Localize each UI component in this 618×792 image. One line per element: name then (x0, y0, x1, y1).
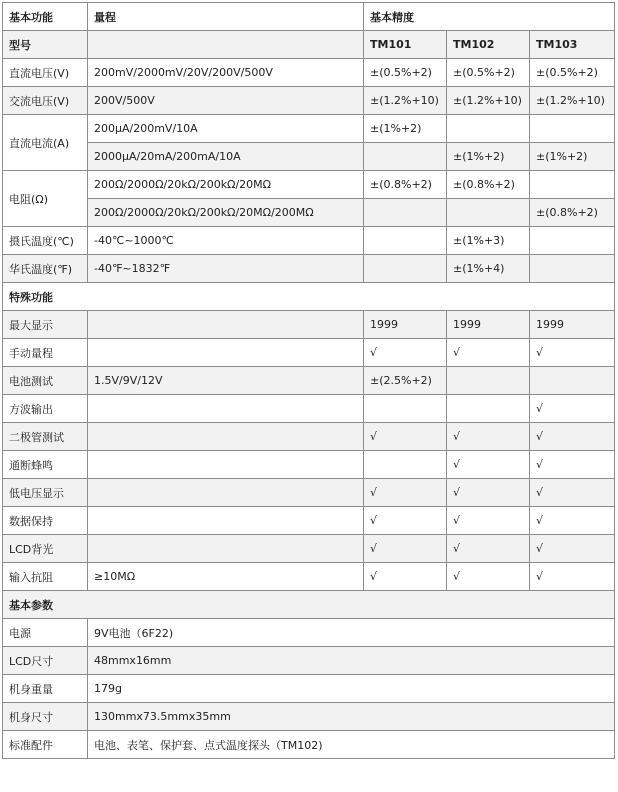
battery-test-tm102 (447, 367, 530, 395)
params-section-label: 基本参数 (3, 591, 615, 619)
diode-test-tm101: √ (364, 423, 447, 451)
max-display-range (88, 311, 364, 339)
dca-range2: 2000μA/20mA/200mA/10A (88, 143, 364, 171)
row-acv (3, 87, 615, 115)
continuity-tm102: √ (447, 451, 530, 479)
diode-test-tm103: √ (530, 423, 615, 451)
max-display-name: 最大显示 (3, 311, 88, 339)
dca-range2-tm103: ±(1%+2) (530, 143, 615, 171)
body-size-value: 130mmx73.5mmx35mm (88, 703, 615, 731)
square-wave-tm102 (447, 395, 530, 423)
dcv-tm102: ±(0.5%+2) (447, 59, 530, 87)
header-function: 基本功能 (3, 3, 88, 31)
row-diode-test (3, 423, 615, 451)
row-square-wave (3, 395, 615, 423)
lcd-backlight-tm103: √ (530, 535, 615, 563)
dca-range2-tm102: ±(1%+2) (447, 143, 530, 171)
row-lcd-size (3, 647, 615, 675)
row-weight (3, 675, 615, 703)
weight-name: 机身重量 (3, 675, 88, 703)
lcd-backlight-range (88, 535, 364, 563)
model-row (3, 31, 615, 59)
tempc-tm101 (364, 227, 447, 255)
res-range1-tm101: ±(0.8%+2) (364, 171, 447, 199)
data-hold-tm102: √ (447, 507, 530, 535)
tempf-tm101 (364, 255, 447, 283)
tempc-tm102: ±(1%+3) (447, 227, 530, 255)
continuity-name: 通断蜂鸣 (3, 451, 88, 479)
input-impedance-tm103: √ (530, 563, 615, 591)
data-hold-tm103: √ (530, 507, 615, 535)
dca-name: 直流电流(A) (3, 115, 88, 171)
power-name: 电源 (3, 619, 88, 647)
diode-test-name: 二极管测试 (3, 423, 88, 451)
dcv-tm101: ±(0.5%+2) (364, 59, 447, 87)
tempc-range: -40℃~1000℃ (88, 227, 364, 255)
weight-value: 179g (88, 675, 615, 703)
data-hold-range (88, 507, 364, 535)
res-range1-tm103 (530, 171, 615, 199)
header-row (3, 3, 615, 31)
manual-range-name: 手动量程 (3, 339, 88, 367)
continuity-tm103: √ (530, 451, 615, 479)
max-display-tm103: 1999 (530, 311, 615, 339)
row-lcd-backlight (3, 535, 615, 563)
res-range1: 200Ω/2000Ω/20kΩ/200kΩ/20MΩ (88, 171, 364, 199)
lcd-size-name: LCD尺寸 (3, 647, 88, 675)
power-value: 9V电池（6F22) (88, 619, 615, 647)
low-battery-tm101: √ (364, 479, 447, 507)
special-section-label: 特殊功能 (3, 283, 615, 311)
square-wave-tm103: √ (530, 395, 615, 423)
row-power (3, 619, 615, 647)
dca-range1-tm103 (530, 115, 615, 143)
battery-test-name: 电池测试 (3, 367, 88, 395)
res-range1-tm102: ±(0.8%+2) (447, 171, 530, 199)
lcd-backlight-tm102: √ (447, 535, 530, 563)
acv-tm102: ±(1.2%+10) (447, 87, 530, 115)
row-dca-2 (3, 143, 615, 171)
continuity-tm101 (364, 451, 447, 479)
square-wave-tm101 (364, 395, 447, 423)
max-display-tm101: 1999 (364, 311, 447, 339)
res-range2-tm103: ±(0.8%+2) (530, 199, 615, 227)
dca-range1-tm101: ±(1%+2) (364, 115, 447, 143)
special-section-row (3, 283, 615, 311)
row-data-hold (3, 507, 615, 535)
row-accessories (3, 731, 615, 759)
header-range: 量程 (88, 3, 364, 31)
dcv-name: 直流电压(V) (3, 59, 88, 87)
input-impedance-name: 输入抗阻 (3, 563, 88, 591)
accessories-name: 标准配件 (3, 731, 88, 759)
row-tempc (3, 227, 615, 255)
input-impedance-range: ≥10MΩ (88, 563, 364, 591)
row-low-battery (3, 479, 615, 507)
manual-range-tm102: √ (447, 339, 530, 367)
continuity-range (88, 451, 364, 479)
row-input-impedance (3, 563, 615, 591)
acv-tm103: ±(1.2%+10) (530, 87, 615, 115)
data-hold-name: 数据保持 (3, 507, 88, 535)
battery-test-range: 1.5V/9V/12V (88, 367, 364, 395)
manual-range-tm101: √ (364, 339, 447, 367)
lcd-backlight-tm101: √ (364, 535, 447, 563)
row-tempf (3, 255, 615, 283)
diode-test-tm102: √ (447, 423, 530, 451)
input-impedance-tm102: √ (447, 563, 530, 591)
low-battery-tm102: √ (447, 479, 530, 507)
tempf-name: 华氏温度(℉) (3, 255, 88, 283)
diode-test-range (88, 423, 364, 451)
row-body-size (3, 703, 615, 731)
model-label: 型号 (3, 31, 88, 59)
spec-table (2, 2, 615, 759)
tempf-tm103 (530, 255, 615, 283)
res-name: 电阻(Ω) (3, 171, 88, 227)
manual-range-range (88, 339, 364, 367)
tempc-name: 摄氏温度(℃) (3, 227, 88, 255)
row-battery-test (3, 367, 615, 395)
row-res-2 (3, 199, 615, 227)
dca-range1: 200μA/200mV/10A (88, 115, 364, 143)
data-hold-tm101: √ (364, 507, 447, 535)
acv-tm101: ±(1.2%+10) (364, 87, 447, 115)
acv-range: 200V/500V (88, 87, 364, 115)
low-battery-tm103: √ (530, 479, 615, 507)
manual-range-tm103: √ (530, 339, 615, 367)
header-accuracy: 基本精度 (364, 3, 615, 31)
model-tm102: TM102 (447, 31, 530, 59)
lcd-backlight-name: LCD背光 (3, 535, 88, 563)
res-range2: 200Ω/2000Ω/20kΩ/200kΩ/20MΩ/200MΩ (88, 199, 364, 227)
low-battery-range (88, 479, 364, 507)
row-max-display (3, 311, 615, 339)
model-tm101: TM101 (364, 31, 447, 59)
max-display-tm102: 1999 (447, 311, 530, 339)
battery-test-tm103 (530, 367, 615, 395)
tempc-tm103 (530, 227, 615, 255)
accessories-value: 电池、表笔、保护套、点式温度探头（TM102) (88, 731, 615, 759)
input-impedance-tm101: √ (364, 563, 447, 591)
tempf-range: -40℉~1832℉ (88, 255, 364, 283)
params-section-row (3, 591, 615, 619)
acv-name: 交流电压(V) (3, 87, 88, 115)
row-dca-1 (3, 115, 615, 143)
dca-range1-tm102 (447, 115, 530, 143)
lcd-size-value: 48mmx16mm (88, 647, 615, 675)
dcv-range: 200mV/2000mV/20V/200V/500V (88, 59, 364, 87)
square-wave-range (88, 395, 364, 423)
res-range2-tm102 (447, 199, 530, 227)
model-range-empty (88, 31, 364, 59)
body-size-name: 机身尺寸 (3, 703, 88, 731)
battery-test-tm101: ±(2.5%+2) (364, 367, 447, 395)
square-wave-name: 方波输出 (3, 395, 88, 423)
row-manual-range (3, 339, 615, 367)
row-res-1 (3, 171, 615, 199)
row-continuity (3, 451, 615, 479)
low-battery-name: 低电压显示 (3, 479, 88, 507)
row-dcv (3, 59, 615, 87)
res-range2-tm101 (364, 199, 447, 227)
dcv-tm103: ±(0.5%+2) (530, 59, 615, 87)
model-tm103: TM103 (530, 31, 615, 59)
tempf-tm102: ±(1%+4) (447, 255, 530, 283)
dca-range2-tm101 (364, 143, 447, 171)
